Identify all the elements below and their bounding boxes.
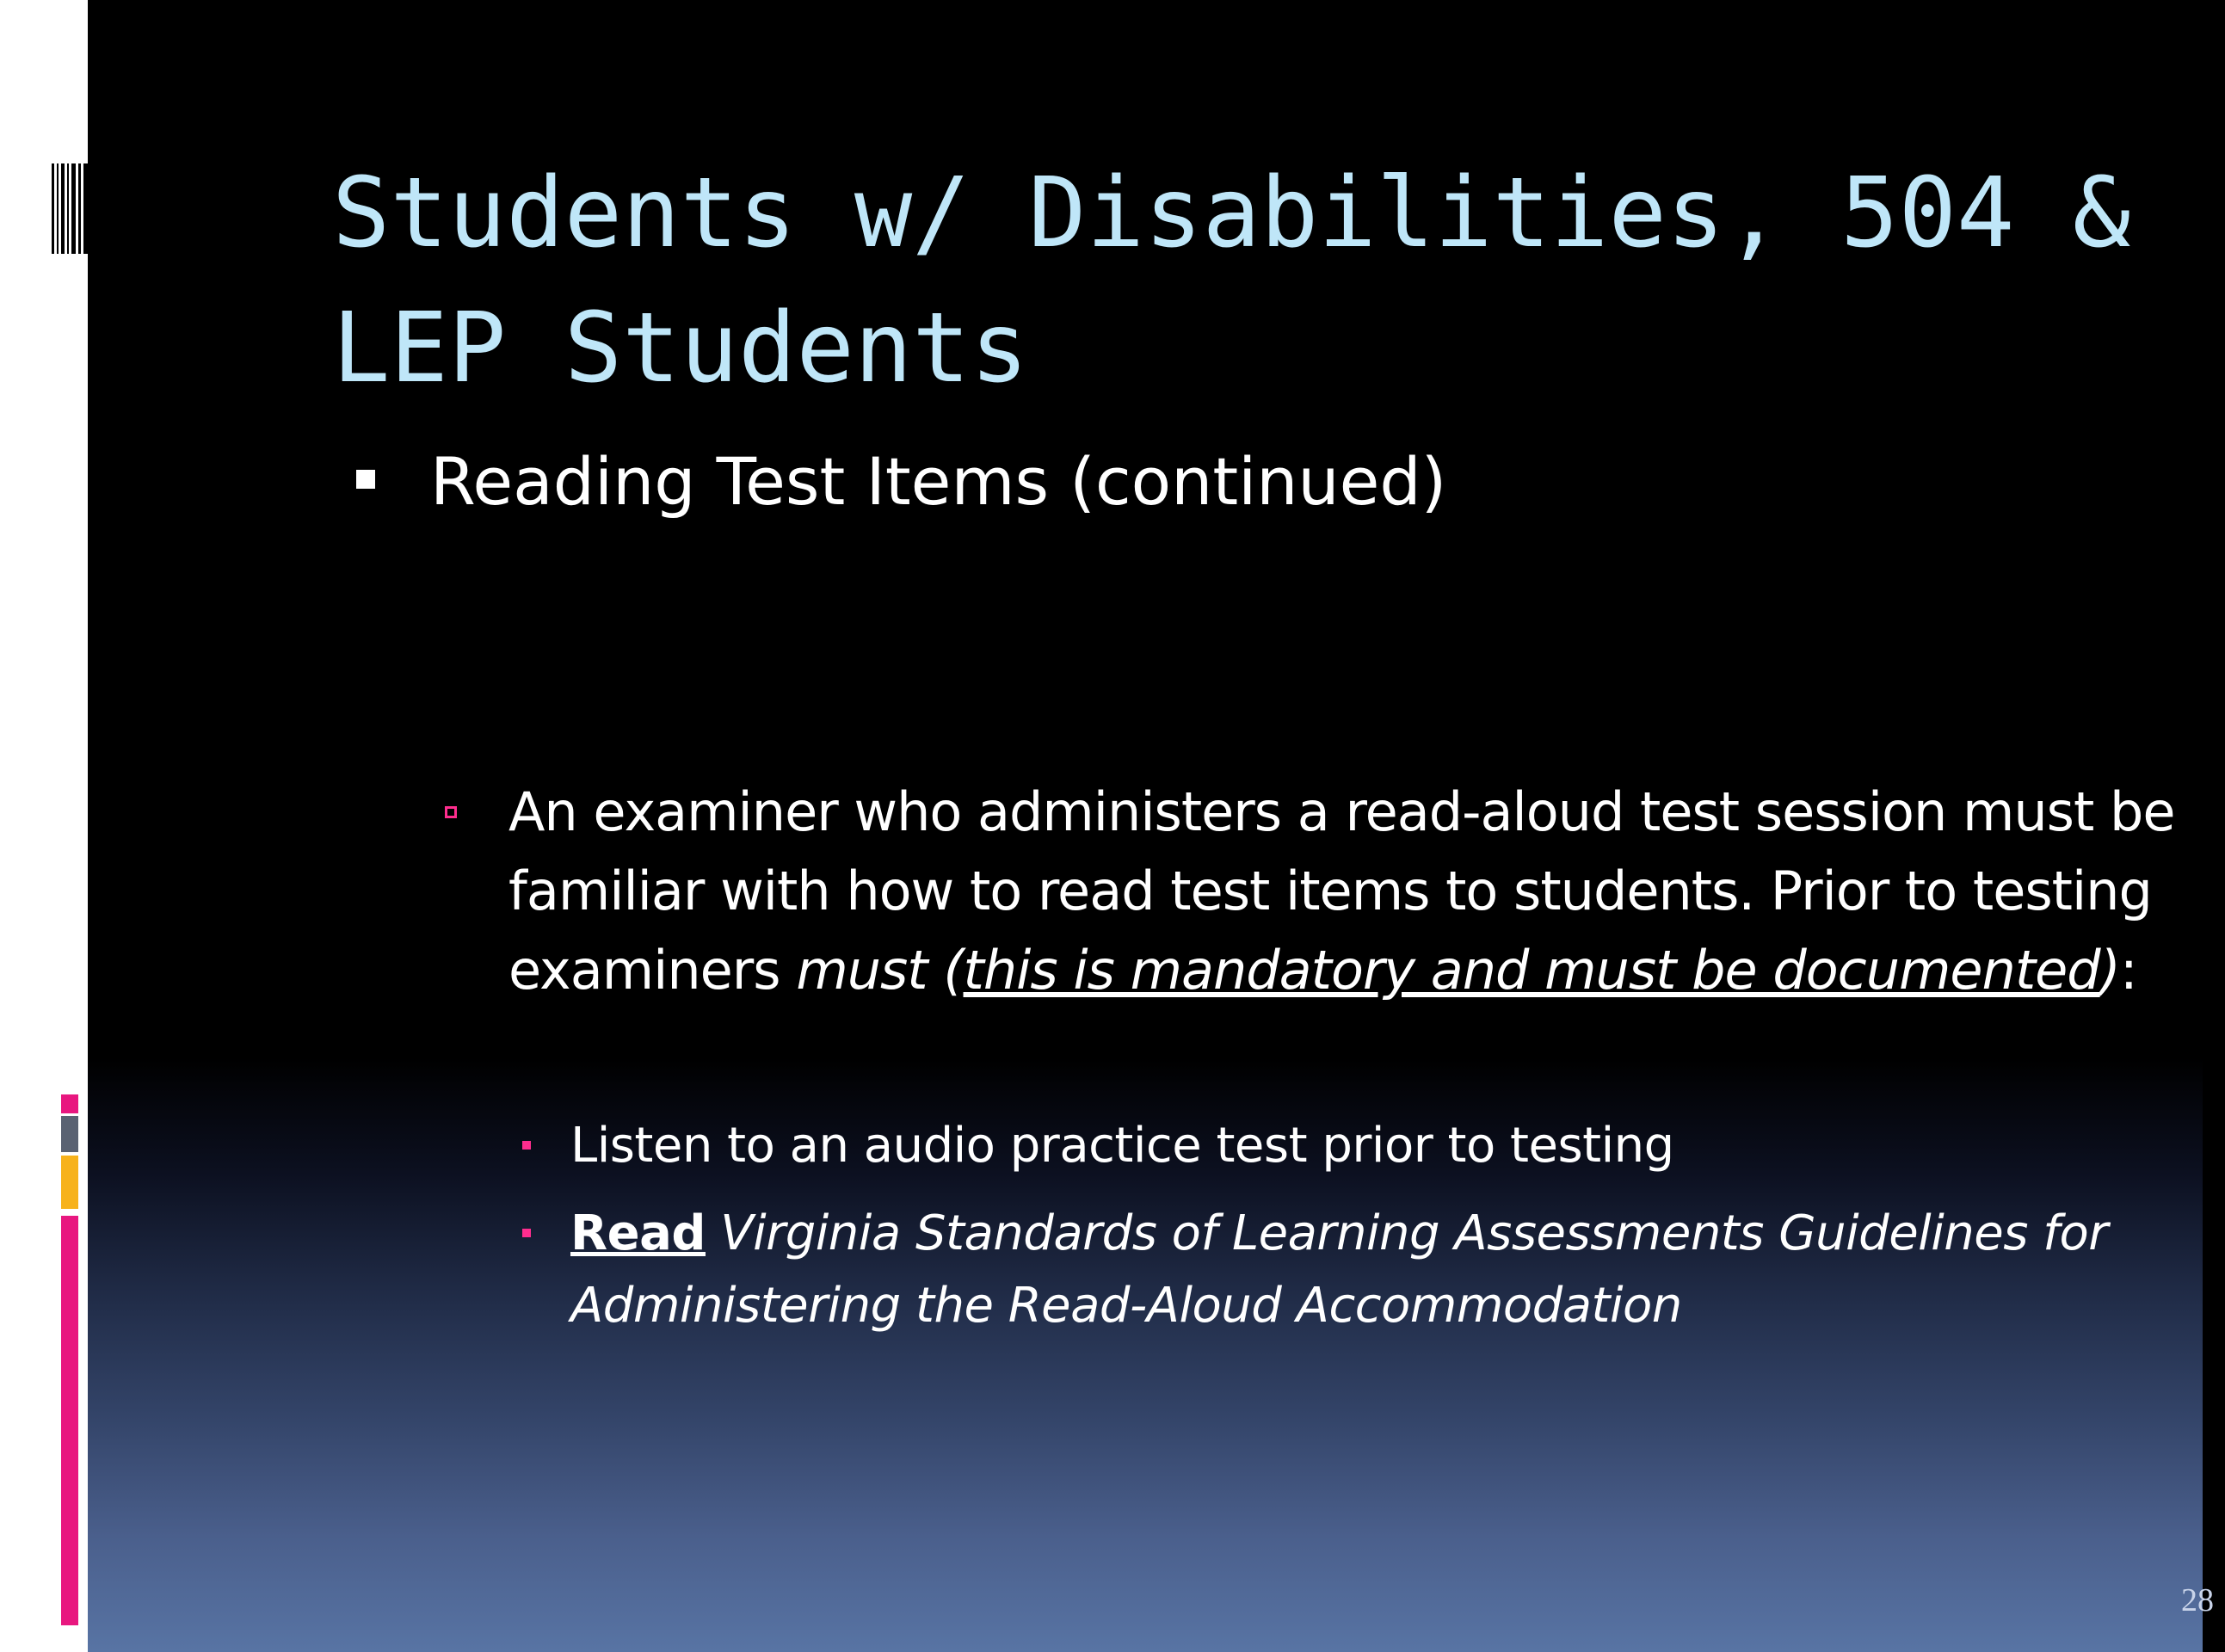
bullet-reading-test-items: Reading Test Items (continued) xyxy=(430,443,1447,520)
colon: : xyxy=(2119,939,2137,1002)
hollow-square-bullet-icon xyxy=(445,806,457,818)
bullet-read-guidelines xyxy=(570,1198,2188,1342)
slide-content xyxy=(88,0,2214,1652)
guidelines-document-title: Virginia Standards of Learning Assessments Guidelines for Administering the Read-Aloud Accommodation xyxy=(570,1205,2108,1334)
square-bullet-icon xyxy=(356,470,375,489)
paren-open: ( xyxy=(927,939,964,1002)
bullet-examiner-requirement xyxy=(508,773,2178,1010)
space xyxy=(706,1205,720,1261)
accent-bar-pink xyxy=(61,1216,78,1625)
page-number: 28 xyxy=(2181,1582,2214,1618)
mandatory-note: this is mandatory and must be documented xyxy=(963,939,2100,1002)
paren-close: ) xyxy=(2099,939,2120,1002)
accent-bar-gold xyxy=(61,1156,78,1209)
small-square-bullet-icon xyxy=(522,1229,531,1237)
examiner-text: An examiner who administers a read-aloud test session must be familiar with how to read test items to students. Prior to testing examiners xyxy=(508,780,2175,1002)
must-emphasis: must xyxy=(796,939,928,1002)
bullet-listen-audio-practice: Listen to an audio practice test prior to testing xyxy=(570,1118,1674,1174)
accent-bar-gray xyxy=(61,1116,78,1152)
barcode-stripes-decoration xyxy=(52,163,88,254)
left-decor-strip xyxy=(0,0,88,1652)
read-emphasis: Read xyxy=(570,1205,706,1261)
accent-bar-pink-top xyxy=(61,1094,78,1113)
slide-title: Students w/ Disabilities, 504 & LEP Students xyxy=(332,157,2131,404)
small-square-bullet-icon xyxy=(522,1141,531,1150)
